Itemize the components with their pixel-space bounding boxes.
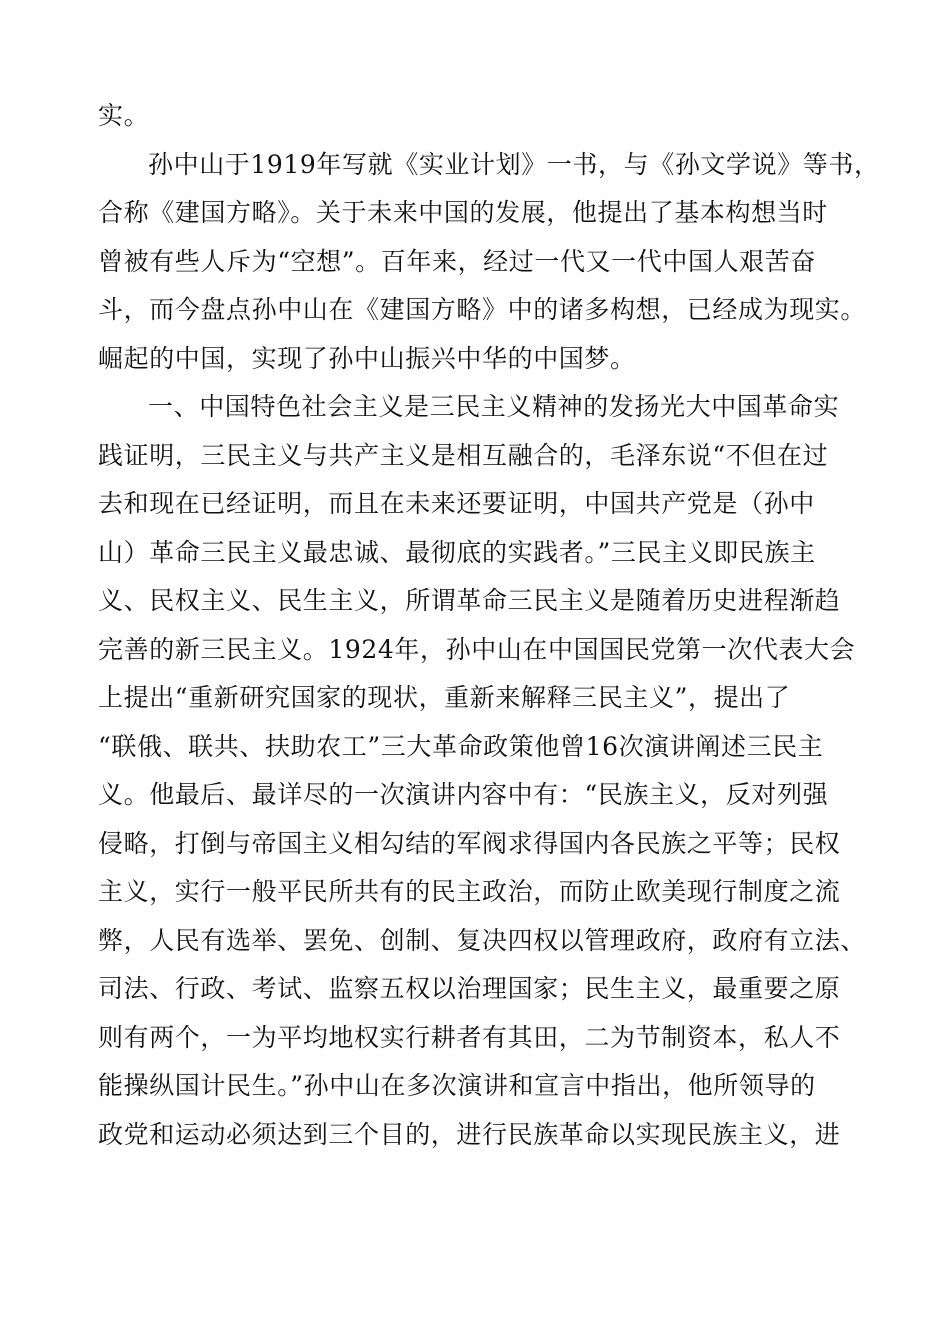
text-line: 义、民权主义、民生主义，所谓革命三民主义是随着历史进程渐趋 (98, 586, 841, 615)
text-line: 则有两个，一为平均地权实行耕者有其田，二为节制资本，私人不 (98, 1022, 841, 1052)
text-line: 义。他最后、最详尽的一次演讲内容中有：“民族主义，反对列强 (98, 780, 829, 809)
text-line: 崛起的中国，实现了孙中山振兴中华的中国梦。 (98, 343, 636, 373)
paragraph-start-line: 孙中山于1919年写就《实业计划》一书，与《孙文学说》等书， (148, 149, 880, 179)
section-heading-line: 一、中国特色社会主义是三民主义精神的发扬光大中国革命实 (148, 392, 840, 421)
text-line: 山）革命三民主义最忠诚、最彻底的实践者。”三民主义即民族主 (98, 537, 816, 567)
text-line: 斗，而今盘点孙中山在《建国方略》中的诸多构想，已经成为现实。 (98, 295, 867, 324)
text-line: 合称《建国方略》。关于未来中国的发展，他提出了基本构想当时 (98, 198, 828, 227)
text-line: 实。 (98, 101, 150, 130)
text-line: 司法、行政、考试、监察五权以治理国家；民生主义，最重要之原 (98, 974, 841, 1003)
text-line: 侵略，打倒与帝国主义相勾结的军阀求得国内各民族之平等；民权 (98, 828, 841, 858)
text-line: “联俄、联共、扶助农工”三大革命政策他曾16次演讲阐述三民主 (98, 731, 824, 761)
text-line: 曾被有些人斥为“空想”。百年来，经过一代又一代中国人艰苦奋 (98, 246, 816, 276)
text-line: 主义，实行一般平民所共有的民主政治，而防止欧美现行制度之流 (98, 877, 841, 906)
text-line: 能操纵国计民生。”孙中山在多次演讲和宣言中指出，他所领导的 (98, 1071, 816, 1100)
text-line: 政党和运动必须达到三个目的，进行民族革命以实现民族主义，进 (98, 1119, 841, 1149)
text-line: 上提出“重新研究国家的现状，重新来解释三民主义”，提出了 (98, 683, 791, 712)
text-line: 去和现在已经证明，而且在未来还要证明，中国共产党是（孙中 (98, 489, 815, 518)
body-text (98, 92, 880, 1159)
text-line: 践证明，三民主义与共产主义是相互融合的，毛泽东说“不但在过 (98, 440, 829, 470)
text-line: 弊，人民有选举、罢免、创制、复决四权以管理政府，政府有立法、 (98, 925, 867, 955)
text-line: 完善的新三民主义。1924年，孙中山在中国国民党第一次代表大会 (98, 634, 856, 664)
